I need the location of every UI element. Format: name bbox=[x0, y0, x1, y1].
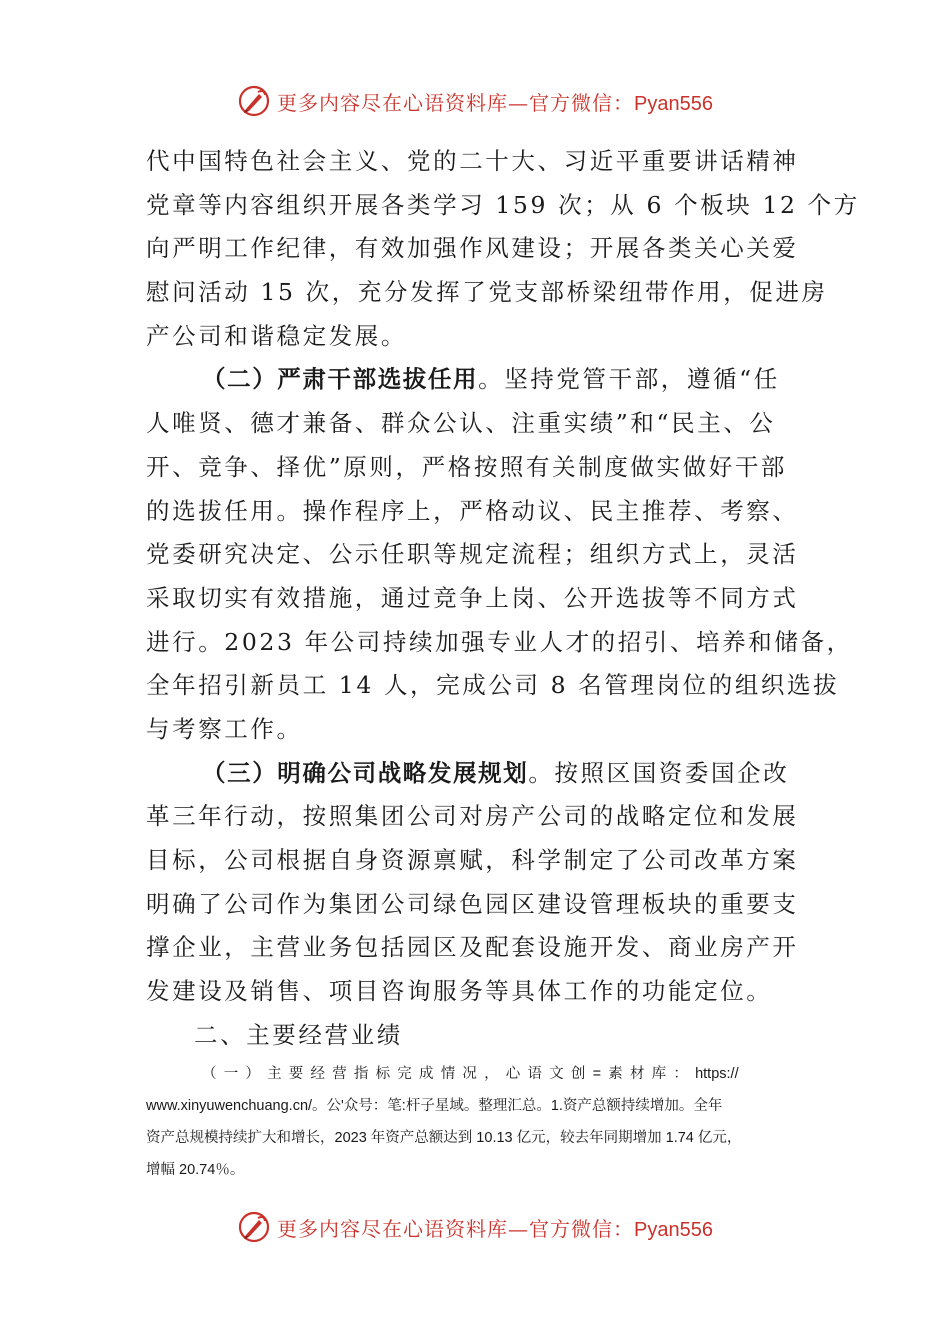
text-line: 的选拔任用。操作程序上，严格动议、民主推荐、考察、 bbox=[146, 496, 799, 525]
text-line: 向严明工作纪律，有效加强作风建设；开展各类关心关爱 bbox=[146, 234, 799, 263]
text-line: 资产总规模持续扩大和增长，2023 年资产总额达到 10.13 亿元，较去年同期增加 1.74 亿元， bbox=[146, 1130, 742, 1146]
text-run: （一）主要经营指标完成情况，心语文创=素材库： bbox=[202, 1066, 696, 1082]
section-heading: 二、主要经营业绩 bbox=[194, 1020, 403, 1049]
text-line: 进行。2023 年公司持续加强专业人才的招引、培养和储备， bbox=[146, 627, 853, 656]
subsection-heading: （二）严肃干部选拔任用 bbox=[202, 365, 479, 394]
wechat-handle: Pyan556 bbox=[634, 1218, 713, 1241]
header-banner bbox=[0, 84, 950, 118]
footer-banner bbox=[0, 1210, 950, 1244]
text-line: 开、竞争、择优”原则，严格按照有关制度做实做好干部 bbox=[146, 452, 788, 481]
text-line: www.xinyuwenchuang.cn/。公'众号：笔:杆子星域。整理汇总。1.资产总额持续增加。全年 bbox=[146, 1098, 723, 1114]
small-paragraph bbox=[146, 1058, 806, 1186]
text-line: 党章等内容组织开展各类学习 159 次；从 6 个板块 12 个方 bbox=[146, 190, 860, 219]
text-line: 增幅 20.74％。 bbox=[146, 1162, 245, 1178]
text-line: 党委研究决定、公示任职等规定流程；组织方式上，灵活 bbox=[146, 540, 799, 569]
text-line: 全年招引新员工 14 人，完成公司 8 名管理岗位的组织选拔 bbox=[146, 671, 840, 700]
banner-label: 更多内容尽在心语资料库—官方微信： bbox=[277, 1216, 635, 1241]
text-run: 。坚持党管干部，遵循“任 bbox=[478, 365, 780, 394]
subsection-heading: （三）明确公司战略发展规划 bbox=[202, 758, 529, 787]
text-line: 采取切实有效措施，通过竞争上岗、公开选拔等不同方式 bbox=[146, 583, 799, 612]
text-line: 明确了公司作为集团公司绿色园区建设管理板块的重要支 bbox=[146, 889, 799, 918]
document-body bbox=[146, 140, 860, 1057]
text-line: 发建设及销售、项目咨询服务等具体工作的功能定位。 bbox=[146, 977, 773, 1006]
url-link-text: https:// bbox=[695, 1066, 739, 1082]
paragraph-start bbox=[146, 358, 806, 402]
text-line: 人唯贤、德才兼备、群众公认、注重实绩”和“民主、公 bbox=[146, 409, 776, 438]
text-line: 产公司和谐稳定发展。 bbox=[146, 321, 407, 350]
text-line bbox=[146, 1058, 806, 1090]
text-line: 代中国特色社会主义、党的二十大、习近平重要讲话精神 bbox=[146, 147, 799, 175]
text-line: 目标，公司根据自身资源禀赋，科学制定了公司改革方案 bbox=[146, 846, 799, 874]
banner-text bbox=[277, 1213, 713, 1242]
text-line: 撑企业，主营业务包括园区及配套设施开发、商业房产开 bbox=[146, 933, 799, 962]
text-line: 与考察工作。 bbox=[146, 714, 303, 743]
pen-logo-icon bbox=[237, 1210, 271, 1244]
pen-logo-icon bbox=[237, 84, 271, 118]
text-run: 。按照区国资委国企改 bbox=[528, 758, 790, 787]
text-line: 慰问活动 15 次，充分发挥了党支部桥梁纽带作用，促进房 bbox=[146, 278, 828, 307]
banner-text bbox=[277, 87, 713, 116]
text-line: 革三年行动，按照集团公司对房产公司的战略定位和发展 bbox=[146, 802, 799, 831]
wechat-handle: Pyan556 bbox=[634, 92, 713, 115]
paragraph-start bbox=[146, 752, 806, 796]
banner-label: 更多内容尽在心语资料库—官方微信： bbox=[277, 90, 635, 115]
